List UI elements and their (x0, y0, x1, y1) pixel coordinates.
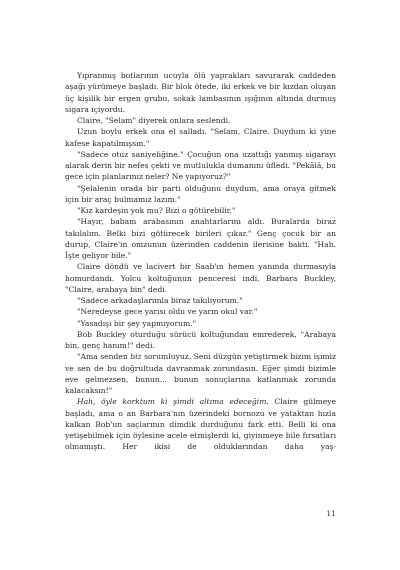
paragraph: Uzun boylu erkek ona el salladı. "Selam, Claire. Duydum ki yine kafese kapatılmışsın." (65, 127, 336, 148)
paragraph: "Yasadışı bir şey yapmıyorum." (77, 318, 197, 328)
paragraph: "Neredeyse gece yarısı oldu ve yarın okul var." (77, 307, 258, 317)
emphasis-text: Hah, öyle korktum ki şimdi altıma edeceğim. (77, 397, 269, 407)
paragraph-text: Claire gülmeye başladı, ama o an Barbara'nın üzerindeki bornozu ve yataktan hızla kalkan Bob'un saçlarının dimdik durduğunu fark etti. Belli ki ona yetişebilmek için öylesine acele etmişlerdi ki, giyinmeye bile fırsatları olmamıştı. Her ikisi de olduklarından daha yaş- (65, 397, 337, 452)
body-text (65, 70, 336, 453)
paragraph-text: sorumluyuz. Seni düzgün yetiştirmek bizim işimiz ve sen de bu doğrultuda davranmak zorundasın. Eğer şimdi bizimle eve gelmezsen, bunun... bunun sonuçlarına katlanmak zorunda kalacaksın!" (65, 352, 337, 395)
paragraph-text: "Ama senden (77, 352, 131, 362)
paragraph: "Şelalenin orada bir parti olduğunu duydum, ama oraya gitmek için bir araç bulmamız lazım." (65, 183, 336, 204)
paragraph-with-emphasis (65, 351, 336, 396)
paragraph: Claire döndü ve lacivert bir Saab'ın hemen yanında durmasıyla homurdandı. Yolcu koltuğunun penceresi indi, Barbara Buckley, "Claire, arabaya bin" dedi. (65, 262, 336, 294)
emphasis-text: biz (130, 352, 142, 362)
page-number: 11 (326, 509, 336, 518)
paragraph: "Hayır, babam arabasının anahtarlarını aldı. Buralarda biraz takılalım. Belki bizi götürecek birileri çıkar." Genç çocuk bir an durup, Claire'in omzunun üzerinden caddenin ilerisine baktı. "Hah. İşte geliyor bile." (65, 217, 336, 260)
paragraph: Yıpranmış botlarının ucuyla ölü yaprakları savurarak caddeden aşağı yürümeye başladı. Bir blok ötede, iki erkek ve bir kızdan oluşan üç kişilik bir ergen grubu, sokak lambasının ışığının altında durmuş sigara içiyordu. (65, 71, 336, 114)
paragraph: "Kız kardeşin yok mu? Bizi o götürebilir." (77, 206, 236, 215)
paragraph: "Sadece otuz saniyeliğine." Çocuğun ona uzattığı yanmış sigarayı alarak derin bir nefes çekti ve mutlulukla dumanını üfledi. "Pekâlâ, bu gece için planlarınız neler? Ne yapıyoruz?" (65, 149, 336, 182)
paragraph: Claire, "Selam" diyerek onlara seslendi. (77, 116, 231, 125)
paragraph: "Sadece arkadaşlarımla biraz takılıyorum." (77, 296, 243, 305)
paragraph: Bob Buckley oturduğu sürücü koltuğundan emrederek, "Arabaya bin, genç hanım!" dedi. (65, 329, 336, 350)
paragraph-with-emphasis (65, 396, 336, 452)
